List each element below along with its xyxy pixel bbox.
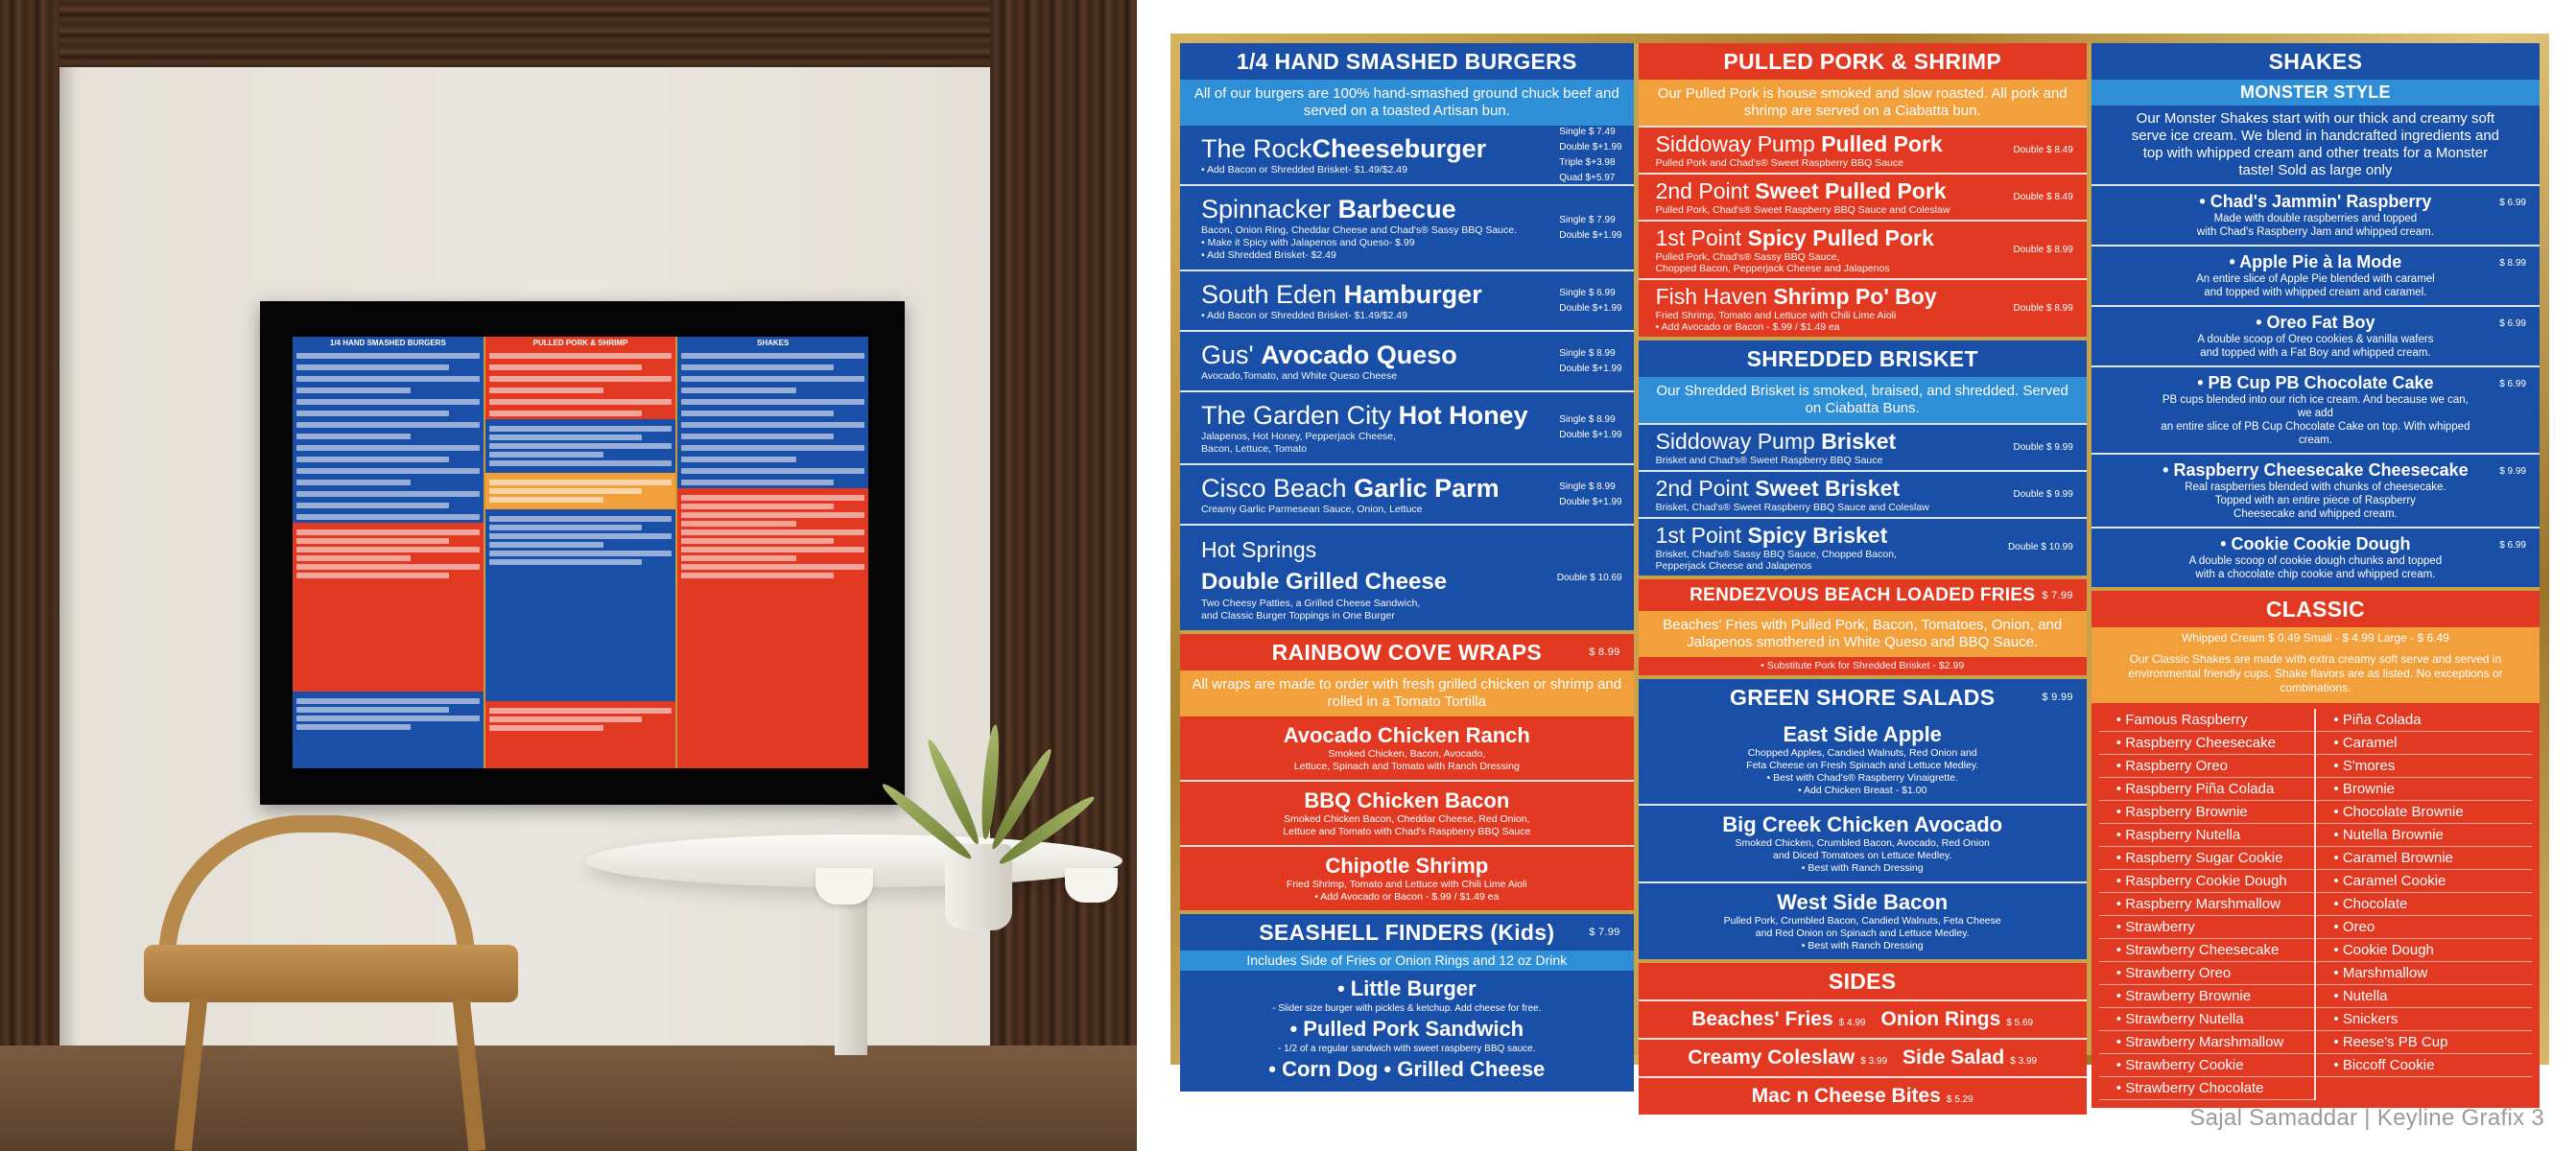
- item-name: [1201, 133, 1528, 164]
- item-name: [1656, 284, 2000, 310]
- shake-item: [2092, 365, 2540, 453]
- side-item: [1880, 1008, 2033, 1031]
- item-description: Pulled Pork, Crumbled Bacon, Candied Walnuts, Feta Cheese and Red Onion on Spinach and Lettuce Medley. • Best with Ranch Dressing: [1723, 915, 2001, 951]
- price: Double $+1.99: [1559, 496, 1622, 507]
- item-price: Double $ 8.99: [2013, 302, 2073, 314]
- item-name: • PB Cup PB Chocolate Cake: [2197, 373, 2434, 392]
- item-name: [1201, 473, 1528, 504]
- item-title: Avocado Queso: [1261, 341, 1457, 369]
- item-description: Bacon, Onion Ring, Cheddar Cheese and Chad's® Sassy BBQ Sauce. • Make it Spicy with Jalapenos and Queso- $.99 • Add Shredded Brisket- $2.49: [1201, 224, 1518, 261]
- flavor-item: • Cookie Dough: [2316, 939, 2532, 962]
- shake-item: [2092, 453, 2540, 527]
- item-title: Pulled Pork: [1821, 131, 1943, 156]
- menu-item: [1639, 517, 2087, 576]
- item-description: A double scoop of cookie dough chunks and topped with a chocolate chip cookie and whipped cream.: [2188, 555, 2443, 580]
- item-prefix: South Eden: [1201, 280, 1344, 309]
- flavor-item: • Caramel Brownie: [2316, 847, 2532, 870]
- item-description: Creamy Garlic Parmesean Sauce, Onion, Lettuce: [1201, 504, 1423, 515]
- salad-item: [1639, 716, 2087, 804]
- kid-item-description: - Slider size burger with pickles & ketchup. Add cheese for free.: [1272, 1003, 1542, 1014]
- item-price: Double $ 10.99: [2007, 541, 2073, 552]
- price: Single $ 8.99: [1559, 414, 1616, 425]
- section-title: 1/4 HAND SMASHED BURGERS: [1236, 49, 1577, 74]
- item-description: • Add Bacon or Shredded Brisket- $1.49/$2.49: [1201, 310, 1407, 321]
- fries-note: • Substitute Pork for Shredded Brisket - $2.99: [1761, 660, 1965, 671]
- item-name: [1201, 194, 1528, 224]
- brisket-section: [1639, 341, 2087, 576]
- item-description: Two Cheesy Patties, a Grilled Cheese Sandwich, and Classic Burger Toppings in One Burger: [1201, 598, 1421, 622]
- flavor-item: • Biccoff Cookie: [2316, 1054, 2532, 1077]
- item-description: • Add Bacon or Shredded Brisket- $1.49/$2.49: [1201, 164, 1407, 176]
- item-description: Smoked Chicken, Bacon, Avocado, Lettuce, Spinach and Tomato with Ranch Dressing: [1293, 748, 1520, 772]
- section-title: RAINBOW COVE WRAPS $ 8.99: [1271, 640, 1620, 665]
- item-name: [1656, 225, 2000, 251]
- item-prices: [1559, 480, 1621, 510]
- item-prefix: The Rock: [1201, 134, 1312, 163]
- item-name: • Raspberry Cheesecake Cheesecake: [2162, 460, 2469, 480]
- item-prices: [1559, 125, 1621, 186]
- flavor-item: • Strawberry Cookie: [2099, 1054, 2315, 1077]
- item-prefix: Spinnacker: [1201, 195, 1338, 223]
- sides-row: [1639, 999, 2087, 1038]
- item-description: Smoked Chicken Bacon, Cheddar Cheese, Red Onion, Lettuce and Tomato with Chad's Raspberry BBQ Sauce: [1283, 813, 1531, 837]
- item-description: Fried Shrimp, Tomato and Lettuce with Chili Lime Aioli • Add Avocado or Bacon - $.99 / $1.49 ea: [1286, 879, 1527, 903]
- item-description: Fried Shrimp, Tomato and Lettuce with Chili Lime Aioli • Add Avocado or Bacon - $.99 / $1.49 ea: [1655, 310, 1897, 333]
- sides-section: [1639, 963, 2087, 1115]
- item-price: Double $ 9.99: [2013, 488, 2073, 500]
- section-title: CLASSIC: [2265, 597, 2365, 622]
- coffee-cup: [1065, 868, 1118, 903]
- kid-item-extra: • Corn Dog • Grilled Cheese: [1268, 1057, 1546, 1081]
- section-description: Includes Side of Fries or Onion Rings and 12 oz Drink: [1180, 951, 1634, 971]
- burgers-section: [1180, 43, 1634, 630]
- flavor-item: • Chocolate: [2316, 893, 2532, 916]
- flavor-item: • Raspberry Cookie Dough: [2099, 870, 2315, 893]
- item-price: $ 8.99: [2499, 258, 2526, 269]
- side-name: Beaches' Fries: [1691, 1008, 1833, 1030]
- menu-item: [1180, 184, 1634, 270]
- item-name: • Apple Pie à la Mode: [2229, 252, 2402, 271]
- item-description: Pulled Pork, Chad's® Sweet Raspberry BBQ Sauce and Coleslaw: [1655, 204, 1950, 216]
- item-title: Garlic Parm: [1354, 474, 1500, 503]
- item-title: Hamburger: [1343, 280, 1482, 309]
- item-title: Double Grilled Cheese: [1201, 569, 1448, 595]
- wall-tv: [260, 301, 905, 805]
- price: Double $+1.99: [1559, 430, 1622, 440]
- price: Single $ 8.99: [1559, 481, 1616, 492]
- menu-item: [1639, 173, 2087, 220]
- flavor-item: • Strawberry Cheesecake: [2099, 939, 2315, 962]
- item-title: Sweet Pulled Pork: [1755, 178, 1947, 203]
- item-name: • Chad's Jammin' Raspberry: [2199, 192, 2432, 211]
- item-prices: [1559, 346, 1621, 377]
- item-name: [1201, 340, 1528, 370]
- item-prices: [1559, 412, 1621, 443]
- price: Triple $+3.98: [1559, 156, 1616, 168]
- flavor-item: • Snickers: [2316, 1008, 2532, 1031]
- item-price: Double $ 8.49: [2013, 191, 2073, 202]
- item-price: Double $ 9.99: [2013, 441, 2073, 453]
- item-description: Made with double raspberries and topped with Chad's Raspberry Jam and whipped cream.: [2196, 213, 2434, 238]
- restaurant-photo: [0, 0, 1137, 1151]
- item-title: Shrimp Po' Boy: [1773, 284, 1937, 309]
- item-price: $ 6.99: [2499, 540, 2526, 551]
- item-name: East Side Apple: [1783, 722, 1942, 746]
- item-prefix: 2nd Point: [1655, 476, 1756, 501]
- item-prefix: 2nd Point: [1655, 178, 1756, 203]
- side-name: Side Salad: [1902, 1046, 2005, 1069]
- item-price: $ 6.99: [2499, 379, 2526, 389]
- section-title: SEASHELL FINDERS (Kids) $ 7.99: [1259, 920, 1620, 945]
- menu-item: [1639, 470, 2087, 517]
- section-description: Our Monster Shakes start with our thick and creamy soft serve ice cream. We blend in handcrafted ingredients and top with whipped cream and other treats for a Monster taste! Sold as large only: [2131, 110, 2500, 178]
- kid-item-name: • Pulled Pork Sandwich: [1289, 1017, 1524, 1041]
- kid-item-name: • Little Burger: [1336, 976, 1477, 1000]
- section-description: All wraps are made to order with fresh grilled chicken or shrimp and rolled in a Tomato Tortilla: [1180, 670, 1634, 716]
- item-description: Real raspberries blended with chunks of cheesecake. Topped with an entire piece of Raspberry Cheesecake and whipped cream.: [2185, 482, 2446, 520]
- menu-item: [1639, 126, 2087, 173]
- flavor-item: • Brownie: [2316, 778, 2532, 801]
- section-title: RENDEZVOUS BEACH LOADED FRIES $ 7.99: [1690, 585, 2073, 605]
- item-name: Big Creek Chicken Avocado: [1722, 812, 2003, 836]
- flavor-item: • Strawberry Chocolate: [2099, 1077, 2315, 1100]
- item-name: West Side Bacon: [1777, 890, 1949, 914]
- wood-beam: [0, 0, 1137, 67]
- item-price: $ 6.99: [2499, 318, 2526, 329]
- item-name: [1201, 400, 1528, 431]
- flavor-list: [2092, 703, 2540, 1108]
- flavor-item: • Raspberry Brownie: [2099, 801, 2315, 824]
- item-price: $ 6.99: [2499, 198, 2526, 208]
- item-name: BBQ Chicken Bacon: [1304, 788, 1510, 812]
- item-prefix: Hot Springs: [1201, 537, 1317, 562]
- sides-row: [1639, 1038, 2087, 1076]
- price: Single $ 8.99: [1559, 347, 1616, 359]
- loaded-fries-section: [1639, 579, 2087, 675]
- floor: [0, 1045, 1137, 1151]
- item-name: [1201, 279, 1528, 310]
- side-price: $ 4.99: [1838, 1018, 1866, 1028]
- item-prefix: Cisco Beach: [1201, 474, 1355, 503]
- price: Double $+1.99: [1559, 229, 1622, 241]
- shakes-section: [2092, 43, 2540, 587]
- wrap-item: [1180, 780, 1634, 845]
- flavor-item: • Marshmallow: [2316, 962, 2532, 985]
- item-name: [1656, 178, 2000, 204]
- shake-item: [2092, 527, 2540, 587]
- item-name: [1656, 523, 2000, 549]
- item-description: Brisket, Chad's® Sweet Raspberry BBQ Sauce and Coleslaw: [1655, 502, 1929, 513]
- flavor-item: • Piña Colada: [2316, 709, 2532, 732]
- flavor-item: • Raspberry Piña Colada: [2099, 778, 2315, 801]
- menu-item: [1180, 330, 1634, 390]
- price: Single $ 6.99: [1559, 287, 1616, 298]
- sides-row: [1639, 1076, 2087, 1115]
- item-price: $ 9.99: [2499, 466, 2526, 477]
- menu-column-3: [2092, 43, 2540, 1096]
- menu-item: [1180, 463, 1634, 524]
- salad-item: [1639, 881, 2087, 959]
- item-description: A double scoop of Oreo cookies & vanilla wafers and topped with a Fat Boy and whipped cream.: [2197, 334, 2434, 359]
- flavor-item: • Strawberry Brownie: [2099, 985, 2315, 1008]
- item-prices: [1559, 213, 1621, 244]
- price: Double $+1.99: [1559, 141, 1622, 153]
- wood-post-right: [990, 0, 1137, 1151]
- flavor-item: • Chocolate Brownie: [2316, 801, 2532, 824]
- section-title: GREEN SHORE SALADS $ 9.99: [1730, 685, 2073, 710]
- item-description: Brisket, Chad's® Sassy BBQ Sauce, Chopped Bacon, Pepperjack Cheese and Jalapenos: [1655, 549, 1897, 572]
- price: Single $ 7.99: [1559, 214, 1616, 225]
- menu-item: [1180, 126, 1634, 184]
- menu-item: [1639, 423, 2087, 470]
- section-description: Our Classic Shakes are made with extra creamy soft serve and served in environmental friendly cups. Shake flavors are as listed. No exceptions or combinations.: [2092, 648, 2540, 703]
- tv-menu-preview: 1/4 HAND SMASHED BURGERS PULLED PORK & SHRIMP SHAKES: [293, 337, 868, 768]
- menu-item: [1639, 278, 2087, 337]
- item-description: An entire slice of Apple Pie blended with caramel and topped with whipped cream and caramel.: [2196, 273, 2435, 298]
- item-description: Pulled Pork, Chad's® Sassy BBQ Sauce, Chopped Bacon, Pepperjack Cheese and Jalapenos: [1655, 251, 1890, 274]
- item-title: Hot Honey: [1398, 401, 1528, 430]
- flavor-item: • S'mores: [2316, 755, 2532, 778]
- side-price: $ 5.29: [1946, 1094, 1973, 1105]
- section-description: Our Shredded Brisket is smoked, braised, and shredded. Served on Ciabatta Buns.: [1639, 377, 2087, 423]
- monster-title: MONSTER STYLE: [2092, 80, 2540, 106]
- item-price: Double $ 8.99: [2013, 244, 2073, 255]
- item-prefix: The Garden City: [1201, 401, 1399, 430]
- item-description: Jalapenos, Hot Honey, Pepperjack Cheese, Bacon, Lettuce, Tomato: [1201, 431, 1396, 455]
- price: Single $ 7.49: [1559, 126, 1616, 137]
- flavor-item: • Nutella: [2316, 985, 2532, 1008]
- flavor-item: • Oreo: [2316, 916, 2532, 939]
- item-name: [1201, 533, 1528, 598]
- shake-item: [2092, 184, 2540, 245]
- item-name: [1656, 476, 2000, 502]
- flavor-item: • Strawberry Nutella: [2099, 1008, 2315, 1031]
- flavor-item: • Caramel Cookie: [2316, 870, 2532, 893]
- menu-item: [1180, 524, 1634, 630]
- item-description: Brisket and Chad's® Sweet Raspberry BBQ Sauce: [1655, 455, 1883, 466]
- item-title: Sweet Brisket: [1755, 476, 1901, 501]
- item-name: Avocado Chicken Ranch: [1283, 723, 1530, 747]
- item-name: Chipotle Shrimp: [1325, 854, 1489, 878]
- item-prefix: 1st Point: [1655, 225, 1748, 250]
- item-name: • Cookie Cookie Dough: [2220, 534, 2411, 553]
- side-price: $ 3.99: [1860, 1056, 1888, 1067]
- side-name: Creamy Coleslaw: [1688, 1046, 1855, 1069]
- menu-board: [1170, 34, 2549, 1107]
- flavor-item: • Raspberry Cheesecake: [2099, 732, 2315, 755]
- chair: [158, 815, 475, 959]
- flavor-item: • Raspberry Sugar Cookie: [2099, 847, 2315, 870]
- wood-post-left: [0, 0, 59, 1151]
- item-price: Double $ 8.49: [2013, 144, 2073, 155]
- classic-prices: Whipped Cream $ 0.49 Small - $ 4.99 Large - $ 6.49: [2092, 627, 2540, 648]
- item-title: Brisket: [1821, 429, 1897, 454]
- item-description: Smoked Chicken, Crumbled Bacon, Avocado, Red Onion and Diced Tomatoes on Lettuce Medley. • Best with Ranch Dressing: [1735, 837, 1990, 874]
- side-item: [1688, 1046, 1887, 1069]
- price: Quad $+5.97: [1559, 172, 1616, 183]
- wrap-item: [1180, 845, 1634, 910]
- item-prefix: 1st Point: [1655, 523, 1748, 548]
- salad-item: [1639, 804, 2087, 881]
- pork-section: [1639, 43, 2087, 337]
- flavor-item: • Strawberry: [2099, 916, 2315, 939]
- section-title: SHREDDED BRISKET: [1746, 346, 1978, 371]
- salads-section: [1639, 679, 2087, 959]
- section-title: SIDES: [1828, 969, 1897, 994]
- side-price: $ 3.99: [2010, 1056, 2038, 1067]
- item-name: [1656, 131, 2000, 157]
- item-title: Cheeseburger: [1312, 134, 1487, 163]
- side-name: Mac n Cheese Bites: [1751, 1085, 1941, 1107]
- item-title: Barbecue: [1337, 195, 1456, 223]
- price: Double $+1.99: [1559, 302, 1622, 314]
- item-prices: [1559, 286, 1621, 317]
- side-item: [1691, 1008, 1865, 1031]
- section-description: Our Pulled Pork is house smoked and slow roasted. All pork and shrimp are served on a Ciabatta bun.: [1639, 80, 2087, 126]
- side-item: [1752, 1085, 1973, 1108]
- flavor-item: • Reese's PB Cup: [2316, 1031, 2532, 1054]
- flavor-item: • Strawberry Oreo: [2099, 962, 2315, 985]
- item-prefix: Siddoway Pump: [1655, 429, 1822, 454]
- item-description: Pulled Pork and Chad's® Sweet Raspberry BBQ Sauce: [1655, 157, 1903, 169]
- menu-item: [1180, 390, 1634, 463]
- shake-item: [2092, 305, 2540, 365]
- item-prefix: Siddoway Pump: [1655, 131, 1822, 156]
- item-prefix: Gus': [1201, 341, 1262, 369]
- kid-item-description: - 1/2 of a regular sandwich with sweet raspberry BBQ sauce.: [1278, 1044, 1536, 1054]
- flavor-item: • Caramel: [2316, 732, 2532, 755]
- section-title: PULLED PORK & SHRIMP: [1723, 49, 2002, 74]
- menu-column-1: [1180, 43, 1634, 1081]
- item-name: [1656, 429, 2000, 455]
- item-prefix: Fish Haven: [1655, 284, 1774, 309]
- item-prices: [1557, 571, 1622, 586]
- kids-section: [1180, 914, 1634, 1092]
- price: Double $ 10.69: [1556, 572, 1622, 583]
- menu-item: [1180, 270, 1634, 330]
- flavor-item: • Famous Raspberry: [2099, 709, 2315, 732]
- coffee-cup: [815, 868, 873, 904]
- item-description: Avocado,Tomato, and White Queso Cheese: [1201, 370, 1398, 382]
- wraps-section: [1180, 634, 1634, 910]
- shake-item: [2092, 245, 2540, 305]
- classic-section: [2092, 591, 2540, 1108]
- item-name: • Oreo Fat Boy: [2256, 313, 2375, 332]
- flavor-item: • Raspberry Marshmallow: [2099, 893, 2315, 916]
- side-price: $ 5.69: [2006, 1018, 2034, 1028]
- section-description: All of our burgers are 100% hand-smashed ground chuck beef and served on a toasted Artisan bun.: [1180, 80, 1634, 126]
- flavor-item: • Strawberry Marshmallow: [2099, 1031, 2315, 1054]
- wrap-item: [1180, 716, 1634, 780]
- flavor-item: • Raspberry Oreo: [2099, 755, 2315, 778]
- section-title: SHAKES: [2268, 49, 2363, 74]
- item-title: Spicy Brisket: [1747, 523, 1888, 548]
- price: Double $+1.99: [1559, 363, 1622, 374]
- side-item: [1902, 1046, 2037, 1069]
- flavor-item: • Raspberry Nutella: [2099, 824, 2315, 847]
- caption: Sajal Samaddar | Keyline Grafix 3: [2189, 1105, 2544, 1131]
- menu-item: [1639, 220, 2087, 278]
- item-description: Chopped Apples, Candied Walnuts, Red Onion and Feta Cheese on Fresh Spinach and Lettuce Medley. • Best with Chad's® Raspberry Vinaigrette. • Add Chicken Breast - $1.00: [1746, 747, 1979, 796]
- menu-column-2: [1639, 43, 2087, 1107]
- flavor-item: • Nutella Brownie: [2316, 824, 2532, 847]
- item-title: Spicy Pulled Pork: [1747, 225, 1934, 250]
- section-description: Beaches' Fries with Pulled Pork, Bacon, Tomatoes, Onion, and Jalapenos smothered in White Queso and BBQ Sauce.: [1639, 611, 2087, 657]
- side-name: Onion Rings: [1880, 1008, 2001, 1030]
- item-description: PB cups blended into our rich ice cream. And because we can, we add an entire slice of PB Cup Chocolate Cake on top. With whipped cream.: [2161, 394, 2470, 446]
